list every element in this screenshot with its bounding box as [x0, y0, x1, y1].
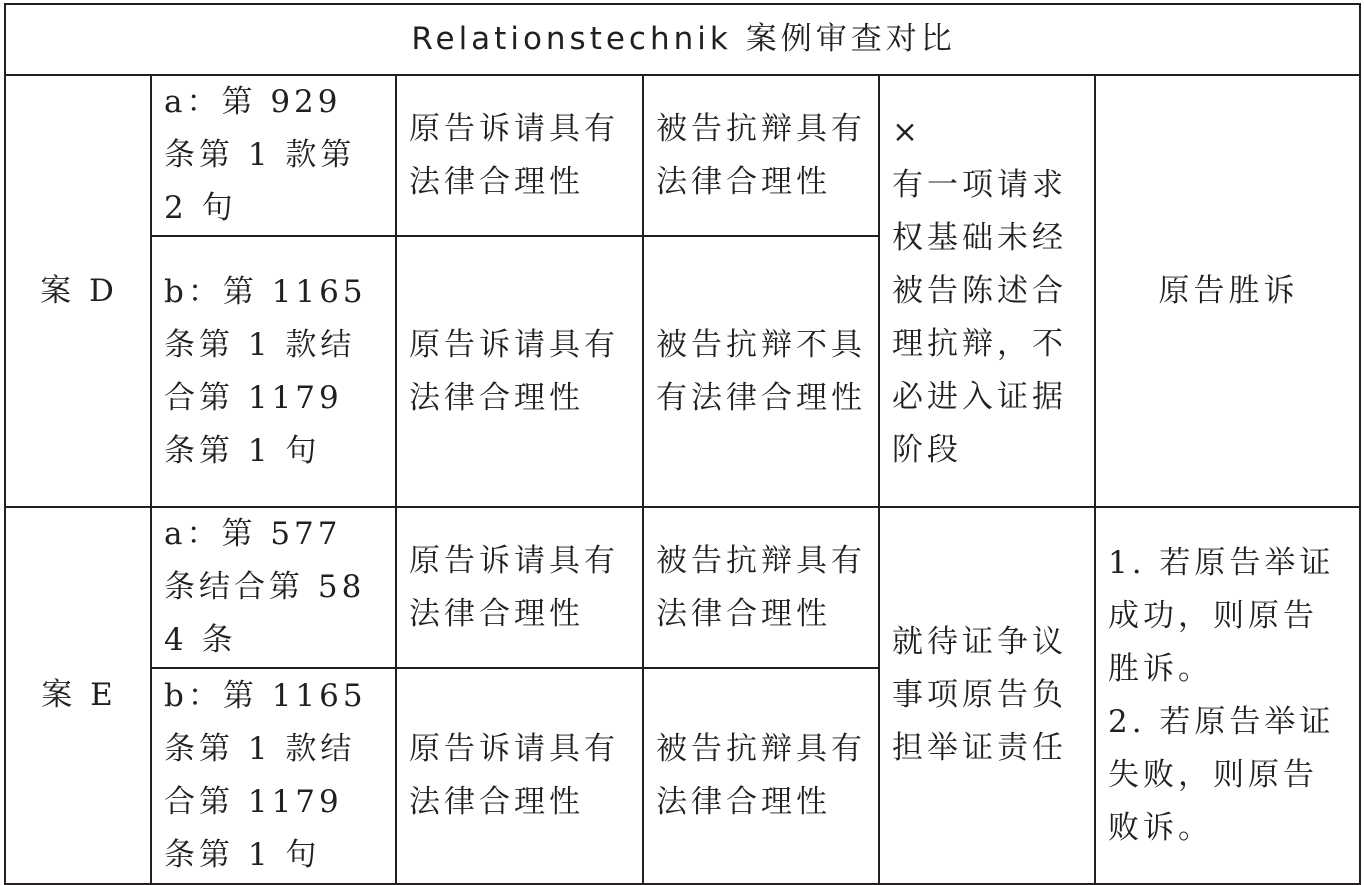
case-e-basis-a: a：第 577 条结合第 584 条: [151, 507, 396, 668]
case-e-outcome-1: 1. 若原告举证成功，则原告胜诉。: [1108, 544, 1335, 687]
case-d-basis-a: a：第 929 条第 1 款第 2 句: [151, 75, 396, 236]
case-d-label: 案 D: [5, 75, 151, 507]
case-e-plaintiff-b: 原告诉请具有法律合理性: [396, 668, 643, 884]
case-d-basis-b: b：第 1165 条第 1 款结合第 1179 条第 1 句: [151, 236, 396, 507]
case-e-outcome-cell: [1095, 507, 1360, 884]
case-e-plaintiff-a: 原告诉请具有法律合理性: [396, 507, 643, 668]
case-d-evidence-text: 有一项请求权基础未经被告陈述合理抗辩，不必进入证据阶段: [892, 166, 1067, 468]
case-d-outcome: 原告胜诉: [1095, 75, 1360, 507]
case-d-plaintiff-a: 原告诉请具有法律合理性: [396, 75, 643, 236]
case-d-evidence-cell: [879, 75, 1095, 507]
case-e-basis-b: b：第 1165 条第 1 款结合第 1179 条第 1 句: [151, 668, 396, 884]
case-d-plaintiff-b: 原告诉请具有法律合理性: [396, 236, 643, 507]
case-e-label: 案 E: [5, 507, 151, 884]
case-d-defendant-a: 被告抗辩具有法律合理性: [643, 75, 879, 236]
case-e-defendant-a: 被告抗辩具有法律合理性: [643, 507, 879, 668]
table-title: Relationstechnik 案例审查对比: [5, 4, 1360, 75]
case-e-outcome-2: 2. 若原告举证失败，则原告败诉。: [1108, 703, 1335, 846]
cross-mark: ×: [892, 113, 918, 150]
case-comparison-table: [4, 3, 1361, 885]
case-e-evidence: 就待证争议事项原告负担举证责任: [879, 507, 1095, 884]
case-e-defendant-b: 被告抗辩具有法律合理性: [643, 668, 879, 884]
case-d-defendant-b: 被告抗辩不具有法律合理性: [643, 236, 879, 507]
